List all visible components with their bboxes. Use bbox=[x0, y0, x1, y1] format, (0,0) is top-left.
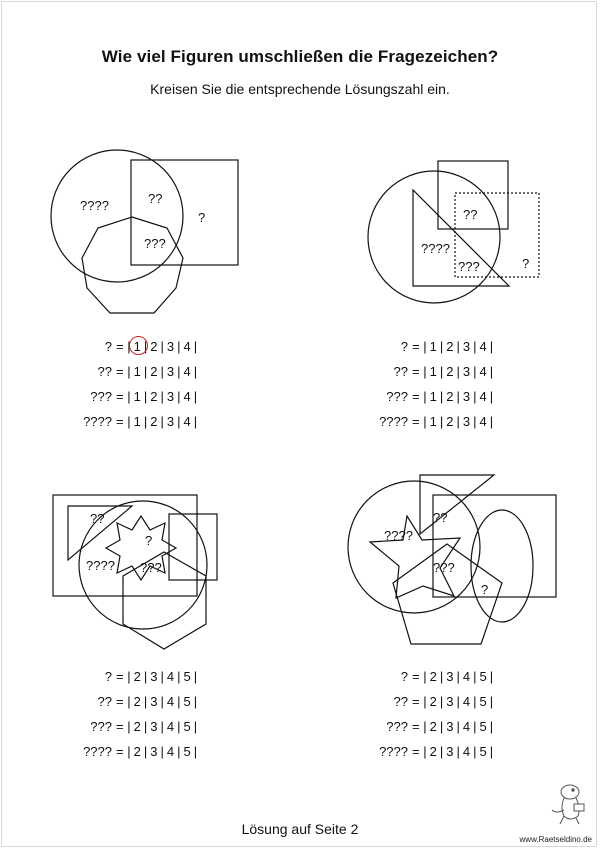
puzzle-3-figure bbox=[53, 495, 217, 649]
puzzle-1-circle bbox=[51, 150, 183, 282]
answer-option[interactable]: 3 bbox=[446, 744, 454, 759]
answer-option[interactable]: 5 bbox=[479, 669, 487, 684]
answer-option[interactable]: 4 bbox=[462, 744, 471, 759]
answer-option[interactable]: 2 bbox=[150, 414, 158, 429]
option-separator: | bbox=[177, 694, 181, 709]
option-separator: | bbox=[193, 669, 198, 684]
question-mark-label: ? bbox=[104, 339, 112, 354]
equals-sign: = | bbox=[116, 389, 131, 404]
puzzle-1-figure bbox=[51, 150, 238, 313]
puzzle-3-label-q1: ? bbox=[145, 533, 153, 548]
answer-options bbox=[412, 389, 496, 404]
answer-option[interactable]: 3 bbox=[166, 339, 175, 354]
answer-option[interactable]: 3 bbox=[446, 719, 454, 734]
answer-options bbox=[116, 744, 200, 759]
answer-option[interactable]: 1 bbox=[133, 414, 141, 429]
equals-sign: = | bbox=[116, 364, 131, 379]
option-separator: | bbox=[473, 414, 477, 429]
answer-option[interactable]: 5 bbox=[479, 694, 487, 709]
puzzle-2-figure bbox=[368, 161, 539, 303]
answer-option[interactable]: 2 bbox=[429, 694, 437, 709]
answer-option[interactable]: 4 bbox=[479, 339, 487, 354]
option-separator: | bbox=[177, 414, 181, 429]
answer-option[interactable]: 3 bbox=[446, 694, 454, 709]
puzzle-2-label-q3: ??? bbox=[458, 259, 480, 274]
answer-row bbox=[40, 414, 210, 430]
answer-option[interactable]: 4 bbox=[166, 719, 175, 734]
option-separator: | bbox=[489, 339, 494, 354]
question-mark-label: ??? bbox=[386, 389, 408, 404]
answer-option[interactable]: 3 bbox=[462, 389, 471, 404]
puzzle-4-ellipse bbox=[471, 510, 533, 622]
answer-options bbox=[412, 744, 496, 759]
answer-row bbox=[336, 744, 506, 760]
option-separator: | bbox=[143, 389, 148, 404]
puzzle-1-label-q2: ?? bbox=[148, 191, 163, 206]
puzzle-3-label-q3: ??? bbox=[140, 560, 162, 575]
answer-option[interactable]: 3 bbox=[150, 694, 158, 709]
question-mark-label: ?? bbox=[97, 694, 112, 709]
option-separator: | bbox=[456, 669, 460, 684]
option-separator: | bbox=[193, 744, 198, 759]
answer-option[interactable]: 1 bbox=[429, 364, 437, 379]
equals-sign: = | bbox=[116, 719, 131, 734]
answer-option[interactable]: 2 bbox=[446, 389, 454, 404]
answer-option[interactable]: 5 bbox=[183, 719, 191, 734]
puzzle-3-hexagon bbox=[123, 552, 206, 649]
answer-row bbox=[336, 694, 506, 710]
answer-option[interactable]: 2 bbox=[133, 694, 141, 709]
option-separator: | bbox=[177, 364, 181, 379]
brand-link[interactable]: www.Raetseldino.de bbox=[519, 835, 592, 844]
option-separator: | bbox=[489, 669, 494, 684]
question-mark-label: ?? bbox=[393, 364, 408, 379]
answer-options bbox=[116, 364, 200, 379]
answer-options bbox=[116, 389, 200, 404]
equals-sign: = | bbox=[412, 414, 427, 429]
answer-row bbox=[40, 339, 210, 355]
answer-options bbox=[412, 414, 496, 429]
option-separator: | bbox=[489, 694, 494, 709]
option-separator: | bbox=[489, 389, 494, 404]
puzzle-4-rectangle bbox=[433, 495, 556, 597]
answer-option[interactable]: 4 bbox=[462, 669, 471, 684]
answer-row bbox=[40, 694, 210, 710]
page-title: Wie viel Figuren umschließen die Fragezeichen? bbox=[101, 47, 499, 66]
option-separator: | bbox=[160, 694, 164, 709]
answer-options bbox=[412, 364, 496, 379]
question-mark-label: ??? bbox=[90, 389, 112, 404]
answer-option[interactable]: 2 bbox=[133, 744, 141, 759]
option-separator: | bbox=[143, 669, 148, 684]
option-separator: | bbox=[489, 414, 494, 429]
answer-row bbox=[336, 719, 506, 735]
answer-options bbox=[116, 414, 200, 429]
option-separator: | bbox=[160, 339, 164, 354]
equals-sign: = | bbox=[412, 669, 427, 684]
answer-option[interactable]: 4 bbox=[462, 719, 471, 734]
option-separator: | bbox=[193, 339, 198, 354]
puzzle-4-label-q3: ??? bbox=[433, 560, 455, 575]
equals-sign: = | bbox=[116, 414, 131, 429]
answer-option[interactable]: 3 bbox=[166, 414, 175, 429]
question-mark-label: ??? bbox=[386, 719, 408, 734]
option-separator: | bbox=[489, 364, 494, 379]
answer-option[interactable]: 1 bbox=[429, 414, 437, 429]
answer-options bbox=[116, 719, 200, 734]
answer-option[interactable]: 2 bbox=[429, 744, 437, 759]
option-separator: | bbox=[143, 744, 148, 759]
answer-option[interactable]: 5 bbox=[183, 694, 191, 709]
option-separator: | bbox=[439, 389, 444, 404]
answer-option[interactable]: 3 bbox=[446, 669, 454, 684]
option-separator: | bbox=[143, 339, 148, 354]
option-separator: | bbox=[439, 669, 444, 684]
answer-option[interactable]: 1 bbox=[133, 339, 141, 354]
answer-option[interactable]: 2 bbox=[446, 364, 454, 379]
solution-note: Lösung auf Seite 2 bbox=[241, 821, 359, 837]
option-separator: | bbox=[456, 719, 460, 734]
option-separator: | bbox=[193, 364, 198, 379]
option-separator: | bbox=[473, 364, 477, 379]
option-separator: | bbox=[177, 744, 181, 759]
option-separator: | bbox=[456, 744, 460, 759]
answer-option[interactable]: 4 bbox=[166, 669, 175, 684]
puzzle-2-label-q4: ???? bbox=[421, 241, 450, 256]
option-separator: | bbox=[439, 744, 444, 759]
answer-row bbox=[336, 669, 506, 685]
answer-option[interactable]: 1 bbox=[429, 389, 437, 404]
option-separator: | bbox=[193, 694, 198, 709]
answer-option[interactable]: 4 bbox=[479, 389, 487, 404]
option-separator: | bbox=[489, 744, 494, 759]
option-separator: | bbox=[456, 364, 460, 379]
puzzle-3-label-q4: ???? bbox=[86, 558, 115, 573]
answer-row bbox=[40, 719, 210, 735]
answer-option[interactable]: 3 bbox=[462, 339, 471, 354]
puzzle-1-label-q4: ???? bbox=[80, 198, 109, 213]
option-separator: | bbox=[177, 389, 181, 404]
puzzle-1-label-q3: ??? bbox=[144, 236, 166, 251]
option-separator: | bbox=[456, 414, 460, 429]
equals-sign: = | bbox=[116, 669, 131, 684]
answer-row bbox=[40, 389, 210, 405]
answer-option[interactable]: 4 bbox=[462, 694, 471, 709]
answer-option[interactable]: 2 bbox=[150, 389, 158, 404]
answer-option[interactable]: 4 bbox=[166, 694, 175, 709]
option-separator: | bbox=[160, 389, 164, 404]
answer-row bbox=[40, 744, 210, 760]
equals-sign: = | bbox=[116, 339, 131, 354]
answer-option[interactable]: 4 bbox=[183, 364, 191, 379]
equals-sign: = | bbox=[412, 719, 427, 734]
answer-option[interactable]: 2 bbox=[429, 719, 437, 734]
answer-options bbox=[412, 719, 496, 734]
answer-option[interactable]: 4 bbox=[479, 414, 487, 429]
answer-option[interactable]: 3 bbox=[150, 669, 158, 684]
answer-option[interactable]: 4 bbox=[183, 389, 191, 404]
answer-options bbox=[412, 669, 496, 684]
puzzle-2-label-q2: ?? bbox=[463, 207, 478, 222]
option-separator: | bbox=[160, 719, 164, 734]
option-separator: | bbox=[439, 364, 444, 379]
question-mark-label: ???? bbox=[83, 414, 112, 429]
question-mark-label: ?? bbox=[393, 694, 408, 709]
answer-option[interactable]: 3 bbox=[462, 364, 471, 379]
answer-option[interactable]: 2 bbox=[150, 364, 158, 379]
question-mark-label: ? bbox=[400, 669, 408, 684]
option-separator: | bbox=[473, 744, 477, 759]
answer-option[interactable]: 5 bbox=[183, 744, 191, 759]
option-separator: | bbox=[143, 719, 148, 734]
option-separator: | bbox=[160, 669, 164, 684]
equals-sign: = | bbox=[412, 744, 427, 759]
answer-option[interactable]: 5 bbox=[479, 744, 487, 759]
answer-row bbox=[336, 389, 506, 405]
puzzle-3-small-rect bbox=[169, 514, 217, 580]
equals-sign: = | bbox=[412, 364, 427, 379]
option-separator: | bbox=[193, 389, 198, 404]
option-separator: | bbox=[439, 719, 444, 734]
answer-option[interactable]: 2 bbox=[429, 669, 437, 684]
option-separator: | bbox=[456, 339, 460, 354]
answer-option[interactable]: 2 bbox=[133, 719, 141, 734]
answer-row bbox=[336, 339, 506, 355]
option-separator: | bbox=[439, 414, 444, 429]
answer-option[interactable]: 3 bbox=[150, 719, 158, 734]
answer-option[interactable]: 5 bbox=[479, 719, 487, 734]
answer-option[interactable]: 1 bbox=[133, 389, 141, 404]
puzzle-4-circle bbox=[348, 481, 480, 613]
answer-option[interactable]: 2 bbox=[446, 414, 454, 429]
question-mark-label: ???? bbox=[379, 744, 408, 759]
answer-option[interactable]: 4 bbox=[479, 364, 487, 379]
answer-row bbox=[40, 364, 210, 380]
answer-option[interactable]: 4 bbox=[166, 744, 175, 759]
answer-row bbox=[336, 414, 506, 430]
answer-options bbox=[116, 339, 200, 354]
answer-row bbox=[336, 364, 506, 380]
answer-option[interactable]: 5 bbox=[183, 669, 191, 684]
option-separator: | bbox=[143, 694, 148, 709]
option-separator: | bbox=[160, 364, 164, 379]
option-separator: | bbox=[177, 719, 181, 734]
equals-sign: = | bbox=[412, 694, 427, 709]
answer-option[interactable]: 2 bbox=[150, 339, 158, 354]
puzzle-3-label-q2: ?? bbox=[90, 511, 105, 526]
option-separator: | bbox=[193, 414, 198, 429]
answer-option[interactable]: 4 bbox=[183, 339, 191, 354]
answer-row bbox=[40, 669, 210, 685]
answer-options bbox=[116, 669, 200, 684]
option-separator: | bbox=[177, 339, 181, 354]
option-separator: | bbox=[439, 694, 444, 709]
option-separator: | bbox=[489, 719, 494, 734]
puzzle-2-circle bbox=[368, 171, 500, 303]
question-mark-label: ? bbox=[104, 669, 112, 684]
question-mark-label: ???? bbox=[379, 414, 408, 429]
question-mark-label: ? bbox=[400, 339, 408, 354]
option-separator: | bbox=[177, 669, 181, 684]
option-separator: | bbox=[473, 669, 477, 684]
question-mark-label: ??? bbox=[90, 719, 112, 734]
answer-option[interactable]: 2 bbox=[133, 669, 141, 684]
puzzle-2-label-q1: ? bbox=[522, 256, 530, 271]
option-separator: | bbox=[473, 339, 477, 354]
option-separator: | bbox=[143, 364, 148, 379]
puzzle-4-label-q1: ? bbox=[481, 582, 489, 597]
answer-option[interactable]: 4 bbox=[183, 414, 191, 429]
option-separator: | bbox=[160, 744, 164, 759]
answer-option[interactable]: 3 bbox=[166, 364, 175, 379]
answer-options bbox=[116, 694, 200, 709]
equals-sign: = | bbox=[116, 744, 131, 759]
puzzle-4-label-q4: ???? bbox=[384, 528, 413, 543]
puzzle-1-label-q1: ? bbox=[198, 210, 206, 225]
equals-sign: = | bbox=[116, 694, 131, 709]
answer-option[interactable]: 3 bbox=[166, 389, 175, 404]
question-mark-label: ?? bbox=[97, 364, 112, 379]
question-mark-label: ???? bbox=[83, 744, 112, 759]
instruction-text: Kreisen Sie die entsprechende Lösungszahl ein. bbox=[150, 81, 450, 97]
equals-sign: = | bbox=[412, 339, 427, 354]
answer-option[interactable]: 1 bbox=[133, 364, 141, 379]
option-separator: | bbox=[193, 719, 198, 734]
option-separator: | bbox=[473, 389, 477, 404]
dino-mascot-icon bbox=[548, 780, 590, 828]
answer-options bbox=[412, 694, 496, 709]
puzzle-4-label-q2: ?? bbox=[433, 510, 448, 525]
option-separator: | bbox=[456, 694, 460, 709]
answer-option[interactable]: 2 bbox=[446, 339, 454, 354]
answer-option[interactable]: 3 bbox=[150, 744, 158, 759]
option-separator: | bbox=[160, 414, 164, 429]
option-separator: | bbox=[456, 389, 460, 404]
option-separator: | bbox=[473, 694, 477, 709]
answer-option[interactable]: 1 bbox=[429, 339, 437, 354]
option-separator: | bbox=[143, 414, 148, 429]
option-separator: | bbox=[439, 339, 444, 354]
answer-option[interactable]: 3 bbox=[462, 414, 471, 429]
answer-options bbox=[412, 339, 496, 354]
option-separator: | bbox=[473, 719, 477, 734]
equals-sign: = | bbox=[412, 389, 427, 404]
